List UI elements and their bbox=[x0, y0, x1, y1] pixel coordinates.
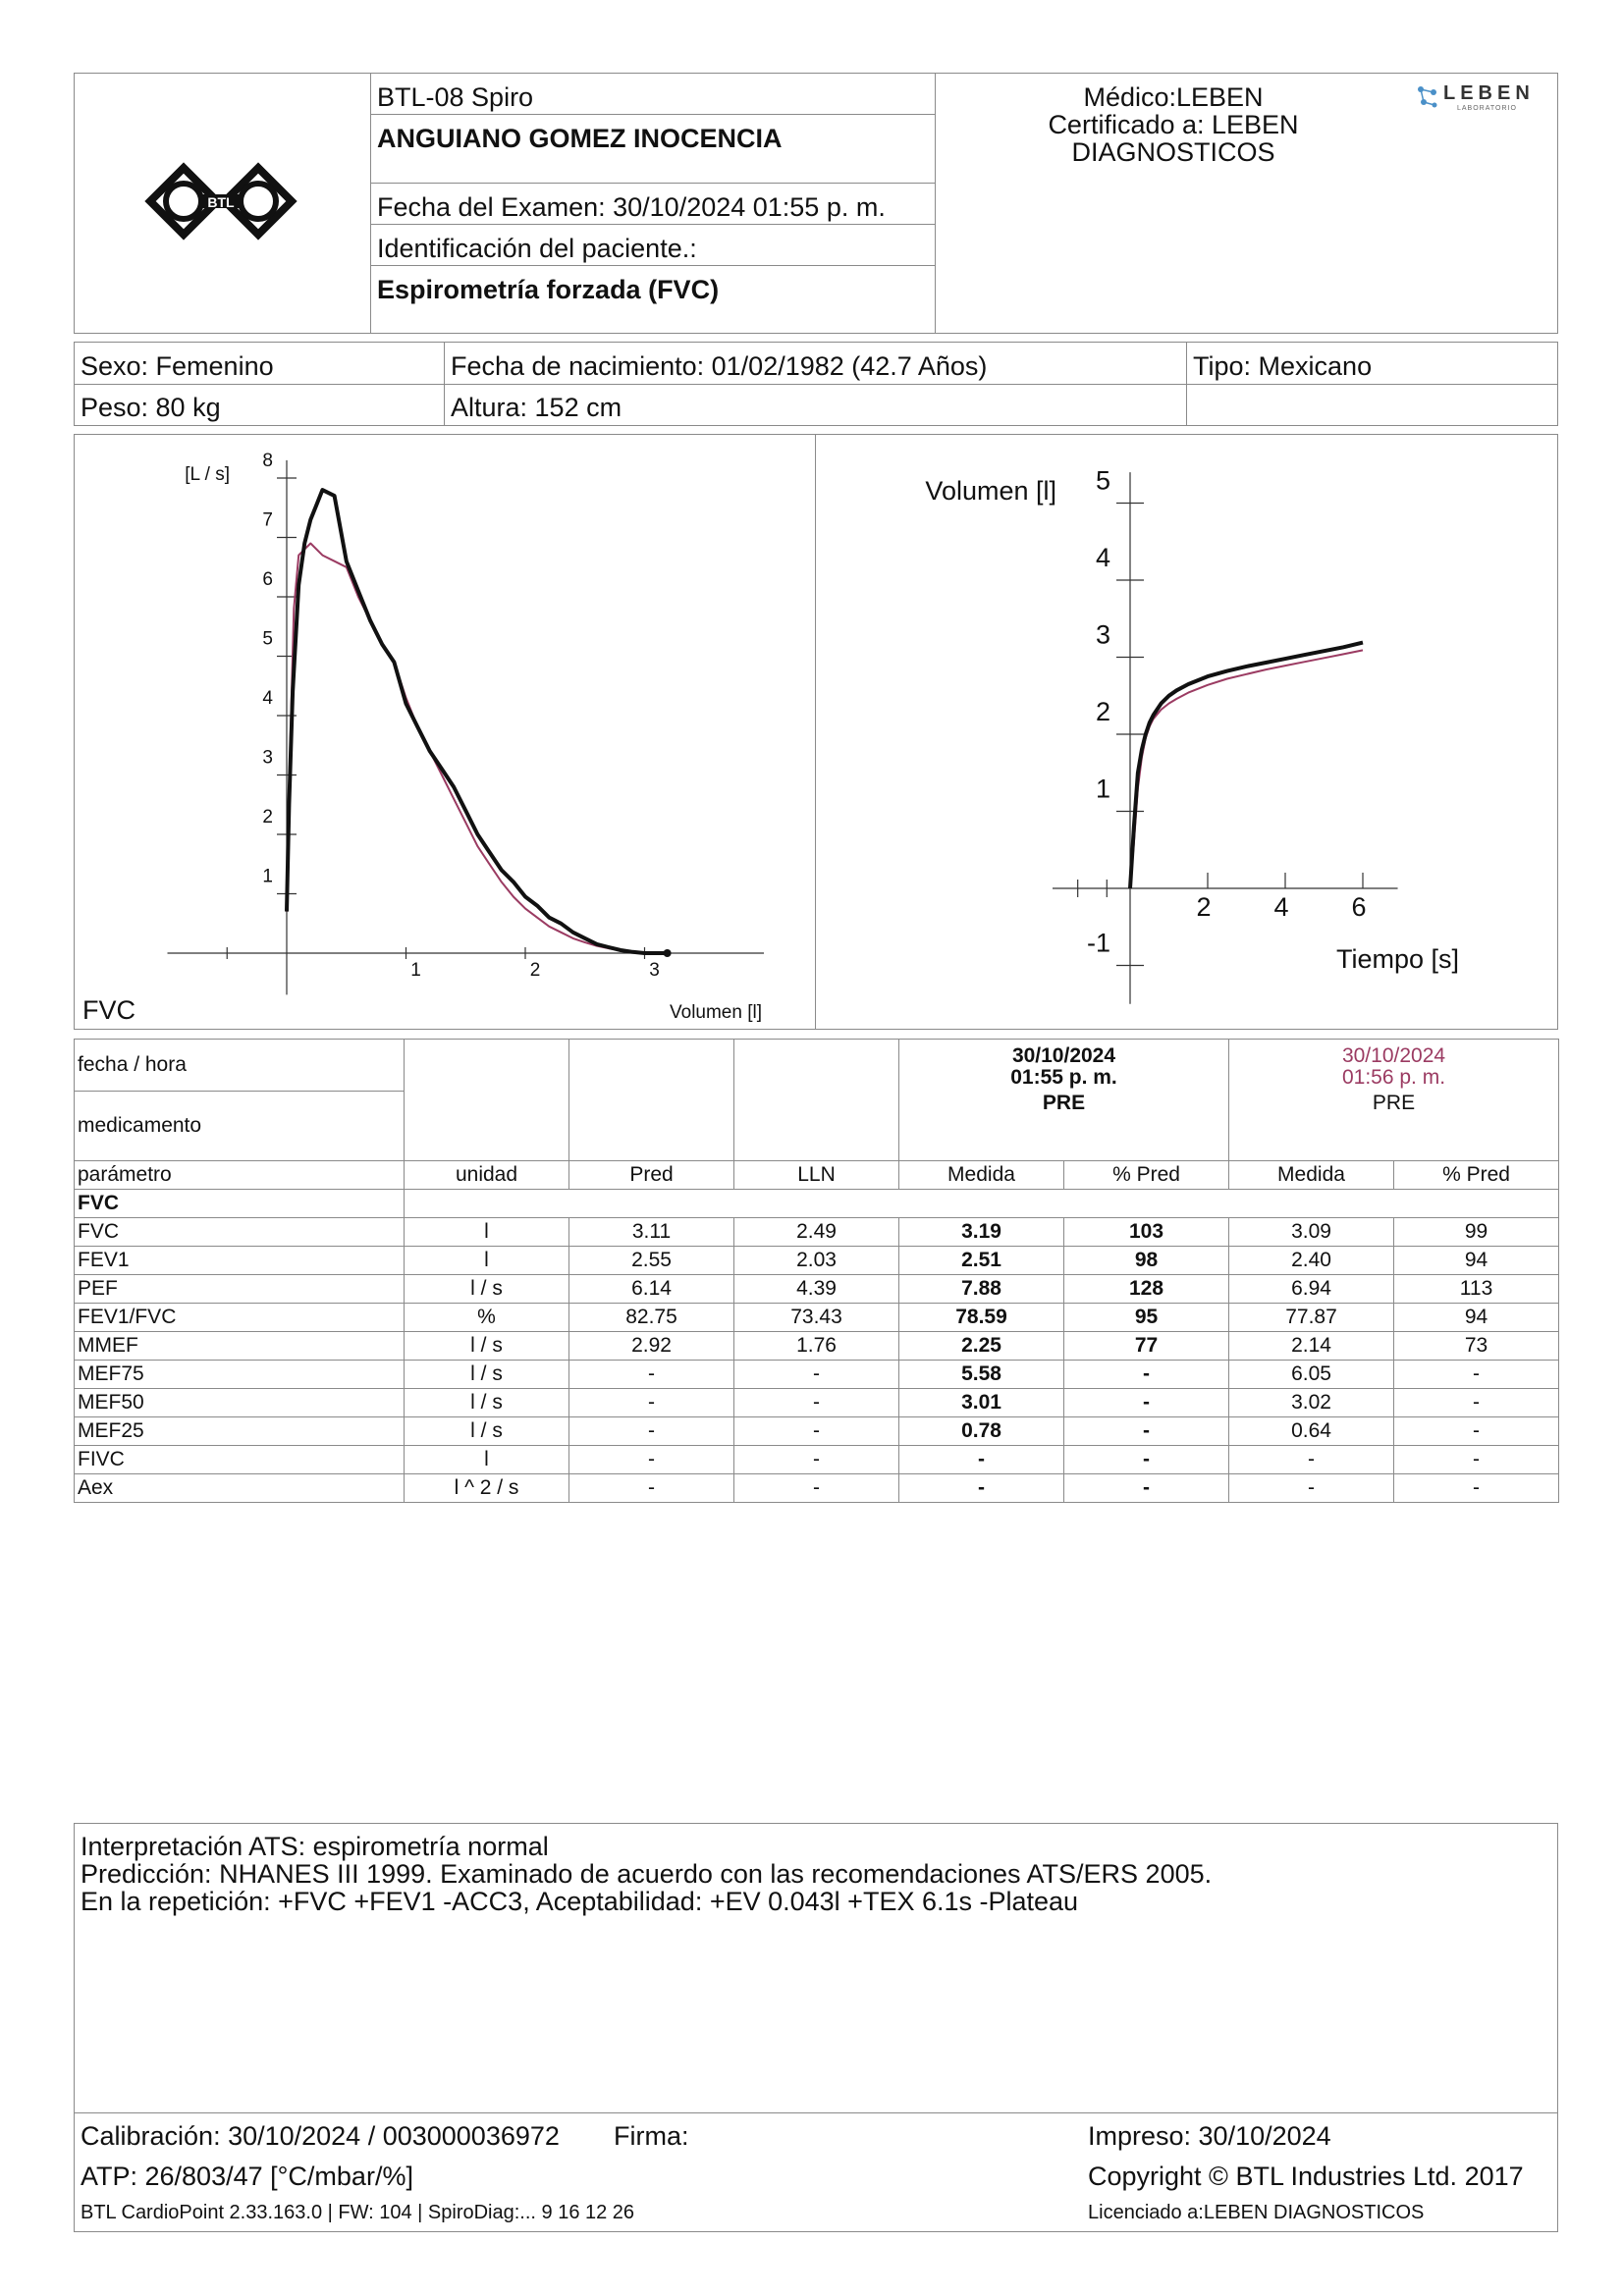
table-cell: 2.49 bbox=[734, 1218, 899, 1247]
birth-date: Fecha de nacimiento: 01/02/1982 (42.7 Años) bbox=[451, 351, 988, 381]
measurement-1-date: 30/10/2024 bbox=[1011, 1044, 1116, 1067]
table-cell: - bbox=[734, 1389, 899, 1417]
table-cell: - bbox=[734, 1361, 899, 1389]
device-name: BTL-08 Spiro bbox=[377, 82, 534, 112]
series-line-1 bbox=[1130, 643, 1363, 888]
y-tick-label: 6 bbox=[262, 569, 273, 590]
column-header: Pred bbox=[569, 1161, 734, 1190]
calibration: Calibración: 30/10/2024 / 003000036972 bbox=[81, 2121, 560, 2151]
ethnicity: Tipo: Mexicano bbox=[1193, 351, 1373, 381]
table-cell: 2.40 bbox=[1229, 1247, 1394, 1275]
table-cell: 77 bbox=[1064, 1332, 1229, 1361]
table-cell: 94 bbox=[1394, 1304, 1559, 1332]
y-tick-label: 1 bbox=[1095, 774, 1110, 804]
y-tick-label: 2 bbox=[1095, 697, 1110, 726]
section-label: FVC bbox=[75, 1190, 405, 1218]
table-cell: 73.43 bbox=[734, 1304, 899, 1332]
table-cell: 3.01 bbox=[899, 1389, 1064, 1417]
table-cell: 5.58 bbox=[899, 1361, 1064, 1389]
leben-logo-sub: LABORATORIO bbox=[1457, 105, 1517, 112]
table-cell: - bbox=[1229, 1446, 1394, 1474]
flow-volume-chart bbox=[75, 435, 814, 1029]
table-cell: l bbox=[405, 1446, 569, 1474]
table-cell: 3.19 bbox=[899, 1218, 1064, 1247]
measurement-2-time: 01:56 p. m. bbox=[1341, 1066, 1446, 1089]
table-cell: 98 bbox=[1064, 1247, 1229, 1275]
series-line-1 bbox=[287, 490, 668, 953]
table-cell: 73 bbox=[1394, 1332, 1559, 1361]
y-tick-label: 4 bbox=[1095, 543, 1110, 572]
table-cell: MMEF bbox=[75, 1332, 405, 1361]
software-version: BTL CardioPoint 2.33.163.0 | FW: 104 | SpiroDiag:... 9 16 12 26 bbox=[81, 2202, 635, 2223]
table-cell: - bbox=[1064, 1417, 1229, 1446]
y-axis-label: [L / s] bbox=[185, 464, 230, 485]
table-cell: 3.02 bbox=[1229, 1389, 1394, 1417]
table-cell: FVC bbox=[75, 1218, 405, 1247]
table-cell: 128 bbox=[1064, 1275, 1229, 1304]
table-cell: 1.76 bbox=[734, 1332, 899, 1361]
x-axis-label: Volumen [l] bbox=[670, 1002, 762, 1023]
table-cell: l bbox=[405, 1218, 569, 1247]
table-cell: - bbox=[1394, 1361, 1559, 1389]
measurement-2-date: 30/10/2024 bbox=[1341, 1044, 1446, 1067]
table-cell: 77.87 bbox=[1229, 1304, 1394, 1332]
measurement-1-time: 01:55 p. m. bbox=[1010, 1066, 1117, 1089]
measurement-1-header bbox=[899, 1040, 1229, 1161]
table-cell: 2.03 bbox=[734, 1247, 899, 1275]
table-cell: 95 bbox=[1064, 1304, 1229, 1332]
btl-logo bbox=[142, 157, 299, 245]
table-cell: - bbox=[1229, 1474, 1394, 1503]
y-axis-label: Volumen [l] bbox=[925, 476, 1056, 506]
x-axis-label: Tiempo [s] bbox=[1336, 944, 1460, 974]
table-cell: 6.94 bbox=[1229, 1275, 1394, 1304]
table-cell: 4.39 bbox=[734, 1275, 899, 1304]
table-cell: 2.92 bbox=[569, 1332, 734, 1361]
table-cell: 94 bbox=[1394, 1247, 1559, 1275]
sex: Sexo: Femenino bbox=[81, 351, 274, 381]
x-tick-label: 2 bbox=[1196, 892, 1212, 922]
y-tick-label: 3 bbox=[1095, 619, 1110, 650]
licensed-to: Licenciado a:LEBEN DIAGNOSTICOS bbox=[1088, 2202, 1425, 2223]
x-tick-label: 6 bbox=[1351, 892, 1367, 922]
certified-line2: DIAGNOSTICOS bbox=[1071, 137, 1275, 167]
table-cell: 0.64 bbox=[1229, 1417, 1394, 1446]
table-row bbox=[75, 1218, 1559, 1247]
y-tick-label: 8 bbox=[262, 451, 273, 471]
table-cell: - bbox=[1064, 1446, 1229, 1474]
table-cell: 7.88 bbox=[899, 1275, 1064, 1304]
table-cell: - bbox=[1394, 1389, 1559, 1417]
table-cell: - bbox=[1394, 1474, 1559, 1503]
column-header: % Pred bbox=[1064, 1161, 1229, 1190]
table-cell: l bbox=[405, 1247, 569, 1275]
section-row bbox=[75, 1190, 1559, 1218]
series-line-2 bbox=[287, 544, 655, 954]
leben-logo-text: LEBEN bbox=[1443, 82, 1535, 104]
table-cell: - bbox=[569, 1361, 734, 1389]
patient-name: ANGUIANO GOMEZ INOCENCIA bbox=[377, 124, 783, 153]
measurement-1-phase: PRE bbox=[1042, 1092, 1086, 1114]
y-tick-label: 4 bbox=[262, 688, 273, 709]
header-divider-left bbox=[370, 73, 371, 334]
chart-title: FVC bbox=[82, 995, 135, 1025]
table-row bbox=[75, 1332, 1559, 1361]
table-cell: l / s bbox=[405, 1361, 569, 1389]
table-cell: FEV1 bbox=[75, 1247, 405, 1275]
table-cell: - bbox=[569, 1446, 734, 1474]
column-header: parámetro bbox=[75, 1161, 405, 1190]
table-cell: % bbox=[405, 1304, 569, 1332]
table-cell: MEF50 bbox=[75, 1389, 405, 1417]
table-cell: MEF75 bbox=[75, 1361, 405, 1389]
table-cell: - bbox=[1394, 1417, 1559, 1446]
table-cell: 6.05 bbox=[1229, 1361, 1394, 1389]
leben-logo bbox=[1414, 80, 1551, 116]
table-cell: 3.09 bbox=[1229, 1218, 1394, 1247]
table-cell: 2.55 bbox=[569, 1247, 734, 1275]
table-cell: 113 bbox=[1394, 1275, 1559, 1304]
y-tick-label: 7 bbox=[262, 509, 273, 531]
table-row bbox=[75, 1304, 1559, 1332]
table-cell: l ^ 2 / s bbox=[405, 1474, 569, 1503]
volume-time-chart bbox=[816, 435, 1557, 1029]
column-header: % Pred bbox=[1394, 1161, 1559, 1190]
doctor-name: Médico:LEBEN bbox=[1083, 82, 1264, 112]
table-cell: l / s bbox=[405, 1389, 569, 1417]
table-cell: - bbox=[569, 1417, 734, 1446]
interpretation-line1: Interpretación ATS: espirometría normal bbox=[81, 1832, 549, 1861]
copyright: Copyright © BTL Industries Ltd. 2017 bbox=[1088, 2162, 1524, 2191]
table-cell: - bbox=[734, 1474, 899, 1503]
table-cell: - bbox=[899, 1474, 1064, 1503]
svg-text:BTL: BTL bbox=[207, 194, 235, 210]
series-line-2 bbox=[1130, 650, 1363, 888]
table-cell: 78.59 bbox=[899, 1304, 1064, 1332]
measurement-2-header bbox=[1229, 1040, 1559, 1161]
x-tick-label: 1 bbox=[410, 960, 421, 981]
y-tick-label: 2 bbox=[262, 807, 273, 828]
header-divider-right bbox=[935, 73, 936, 334]
table-cell: 2.25 bbox=[899, 1332, 1064, 1361]
table-cell: l / s bbox=[405, 1275, 569, 1304]
column-header: Medida bbox=[899, 1161, 1064, 1190]
y-tick-label: 1 bbox=[262, 866, 273, 887]
x-tick-label: 3 bbox=[649, 960, 660, 981]
column-header: LLN bbox=[734, 1161, 899, 1190]
table-cell: - bbox=[734, 1446, 899, 1474]
table-cell: 0.78 bbox=[899, 1417, 1064, 1446]
y-tick-label: 5 bbox=[1095, 465, 1110, 496]
header-fecha-hora: fecha / hora bbox=[75, 1040, 405, 1092]
column-header-row bbox=[75, 1161, 1559, 1190]
table-cell: MEF25 bbox=[75, 1417, 405, 1446]
header-medicamento: medicamento bbox=[75, 1092, 405, 1161]
table-row bbox=[75, 1247, 1559, 1275]
table-row bbox=[75, 1361, 1559, 1389]
exam-date: Fecha del Examen: 30/10/2024 01:55 p. m. bbox=[377, 192, 886, 222]
table-row bbox=[75, 1275, 1559, 1304]
table-row bbox=[75, 1417, 1559, 1446]
y-tick-label: -1 bbox=[1086, 928, 1110, 958]
height: Altura: 152 cm bbox=[451, 393, 622, 422]
table-cell: - bbox=[1394, 1446, 1559, 1474]
table-row bbox=[75, 1474, 1559, 1503]
table-cell: 2.51 bbox=[899, 1247, 1064, 1275]
x-tick-label: 2 bbox=[529, 960, 541, 981]
column-header: Medida bbox=[1229, 1161, 1394, 1190]
table-cell: - bbox=[1064, 1389, 1229, 1417]
table-cell: FEV1/FVC bbox=[75, 1304, 405, 1332]
interpretation-line2: Predicción: NHANES III 1999. Examinado de acuerdo con las recomendaciones ATS/ERS 2005. bbox=[81, 1859, 1213, 1889]
test-type: Espirometría forzada (FVC) bbox=[377, 275, 720, 304]
certified-line1: Certificado a: LEBEN bbox=[1048, 110, 1299, 139]
end-marker bbox=[664, 949, 672, 957]
table-cell: l / s bbox=[405, 1332, 569, 1361]
table-row bbox=[75, 1389, 1559, 1417]
atp: ATP: 26/803/47 [°C/mbar/%] bbox=[81, 2162, 413, 2191]
printed-date: Impreso: 30/10/2024 bbox=[1088, 2121, 1331, 2151]
interpretation-line3: En la repetición: +FVC +FEV1 -ACC3, Aceptabilidad: +EV 0.043l +TEX 6.1s -Plateau bbox=[81, 1887, 1079, 1916]
table-cell: - bbox=[569, 1474, 734, 1503]
table-row bbox=[75, 1446, 1559, 1474]
signature-label: Firma: bbox=[614, 2121, 689, 2151]
table-cell: 103 bbox=[1064, 1218, 1229, 1247]
table-cell: 99 bbox=[1394, 1218, 1559, 1247]
results-table bbox=[74, 1039, 1558, 1503]
table-cell: 6.14 bbox=[569, 1275, 734, 1304]
table-cell: PEF bbox=[75, 1275, 405, 1304]
table-cell: - bbox=[1064, 1361, 1229, 1389]
table-cell: Aex bbox=[75, 1474, 405, 1503]
table-cell: FIVC bbox=[75, 1446, 405, 1474]
table-cell: - bbox=[734, 1417, 899, 1446]
molecule-icon bbox=[1416, 84, 1439, 110]
table-cell: 82.75 bbox=[569, 1304, 734, 1332]
table-cell: l / s bbox=[405, 1417, 569, 1446]
y-tick-label: 3 bbox=[262, 747, 273, 769]
x-tick-label: 4 bbox=[1273, 892, 1289, 922]
patient-id-label: Identificación del paciente.: bbox=[377, 234, 697, 263]
table-cell: - bbox=[1064, 1474, 1229, 1503]
table-cell: 3.11 bbox=[569, 1218, 734, 1247]
weight: Peso: 80 kg bbox=[81, 393, 221, 422]
column-header: unidad bbox=[405, 1161, 569, 1190]
table-cell: - bbox=[569, 1389, 734, 1417]
measurement-2-phase: PRE bbox=[1372, 1092, 1416, 1114]
table-cell: 2.14 bbox=[1229, 1332, 1394, 1361]
y-tick-label: 5 bbox=[262, 628, 273, 650]
table-cell: - bbox=[899, 1446, 1064, 1474]
